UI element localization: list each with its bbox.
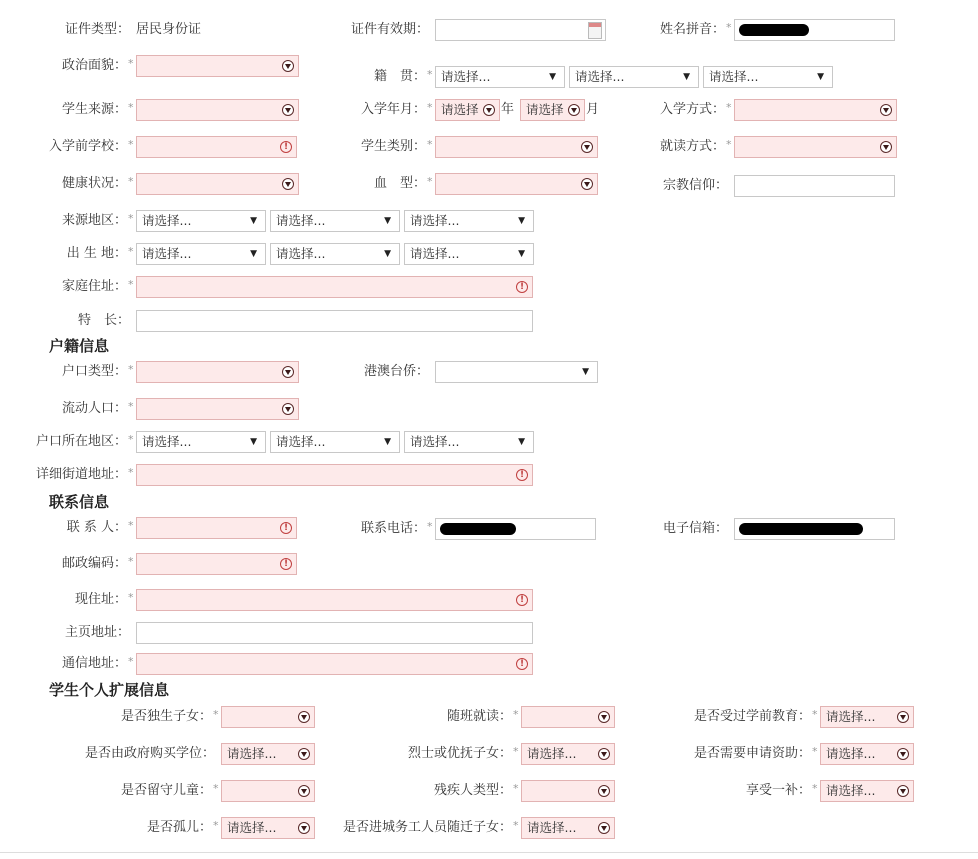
field-label-xsly: 学生来源： (61, 102, 127, 117)
value-text: 请选择 (441, 102, 479, 117)
field-label-yzbm: 邮政编码： (61, 556, 127, 571)
sfdszn-combo[interactable] (221, 706, 315, 728)
required-warning-icon: ! (280, 522, 292, 534)
dropdown-circle-icon[interactable] (282, 60, 294, 72)
value-text: 请选择... (142, 213, 192, 228)
lydq-select-3[interactable] (404, 210, 534, 232)
value-text: 请选择... (826, 783, 876, 798)
dropdown-circle-icon[interactable] (581, 141, 593, 153)
zydz-input[interactable] (136, 622, 533, 644)
dropdown-circle-icon[interactable] (298, 711, 310, 723)
required-star: * (213, 782, 219, 795)
field-label-jkzk: 健康状况： (61, 176, 127, 191)
field-label-xx: 血 型： (373, 176, 426, 191)
dropdown-circle-icon[interactable] (568, 104, 580, 116)
dropdown-circle-icon[interactable] (298, 748, 310, 760)
field-label-sfjcwgry: 是否进城务工人员随迁子女： (342, 820, 512, 835)
field-label-txdz: 通信地址： (61, 656, 127, 671)
required-star: * (726, 138, 732, 151)
value-text: 请选择... (527, 746, 577, 761)
dropdown-arrow-icon[interactable]: ▼ (384, 249, 391, 259)
section-header: 学生个人扩展信息 (49, 681, 170, 699)
dropdown-arrow-icon[interactable]: ▼ (250, 437, 257, 447)
required-star: * (128, 278, 134, 291)
hkszdq-select-1[interactable] (136, 431, 266, 453)
required-star: * (128, 591, 134, 604)
section-header: 户籍信息 (49, 337, 110, 355)
required-star: * (427, 520, 433, 533)
dropdown-circle-icon[interactable] (897, 711, 909, 723)
field-label-zydz: 主页地址： (64, 625, 130, 640)
dropdown-arrow-icon[interactable]: ▼ (518, 437, 525, 447)
jg-select-3[interactable] (703, 66, 833, 88)
xslb-combo[interactable] (435, 136, 598, 158)
dropdown-circle-icon[interactable] (598, 748, 610, 760)
required-star: * (427, 138, 433, 151)
value-text: 请选择... (410, 213, 460, 228)
field-label-zjyxq: 证件有效期： (350, 22, 429, 37)
field-label-hkszdq: 户口所在地区： (35, 434, 127, 449)
required-star: * (128, 363, 134, 376)
dropdown-circle-icon[interactable] (298, 822, 310, 834)
field-label-sfge: 是否孤儿： (146, 820, 212, 835)
dzxx-input[interactable] (734, 518, 895, 540)
field-label-xslb: 学生类别： (360, 139, 426, 154)
required-star: * (128, 101, 134, 114)
dropdown-circle-icon[interactable] (880, 104, 892, 116)
value-text: 请选择... (276, 246, 326, 261)
field-label-zzmm: 政治面貌： (61, 58, 127, 73)
ldrk-combo[interactable] (136, 398, 299, 420)
lydq-select-2[interactable] (270, 210, 400, 232)
value-text: 请选择... (527, 820, 577, 835)
field-label-sfsgxqjy: 是否受过学前教育： (693, 709, 811, 724)
required-star: * (726, 101, 732, 114)
rxny-month-combo[interactable] (520, 99, 585, 121)
dropdown-circle-icon[interactable] (598, 711, 610, 723)
field-label-xxjddz: 详细街道地址： (35, 467, 127, 482)
value-text: 请选择... (276, 213, 326, 228)
xx-combo[interactable] (435, 173, 598, 195)
field-label-sflset: 是否留守儿童： (120, 783, 212, 798)
field-label-gatq: 港澳台侨： (363, 364, 429, 379)
required-star: * (128, 466, 134, 479)
value-text: 请选择... (276, 434, 326, 449)
hkszdq-select-2[interactable] (270, 431, 400, 453)
value-text: 请选择... (227, 820, 277, 835)
xxjddz-input[interactable] (136, 464, 533, 486)
field-label-jtzz: 家庭住址： (61, 279, 127, 294)
required-star: * (213, 708, 219, 721)
field-label-xmpy: 姓名拼音： (659, 22, 725, 37)
required-star: * (513, 782, 519, 795)
jtzz-input[interactable] (136, 276, 533, 298)
required-star: * (128, 138, 134, 151)
required-star: * (213, 819, 219, 832)
field-label-rxqxx: 入学前学校： (48, 139, 127, 154)
value-text: 请选择... (227, 746, 277, 761)
field-label-cjrlx: 残疾人类型： (433, 783, 512, 798)
zjxy-input[interactable] (734, 175, 895, 197)
rxfs-combo[interactable] (734, 99, 897, 121)
dropdown-arrow-icon[interactable]: ▼ (384, 437, 391, 447)
required-star: * (812, 782, 818, 795)
required-warning-icon: ! (280, 141, 292, 153)
required-star: * (128, 555, 134, 568)
value-text: 请选择... (575, 69, 625, 84)
jg-select-2[interactable] (569, 66, 699, 88)
dropdown-circle-icon[interactable] (298, 785, 310, 797)
dropdown-circle-icon[interactable] (282, 403, 294, 415)
calendar-icon[interactable] (588, 22, 602, 39)
field-label-xsyb: 享受一补： (745, 783, 811, 798)
required-star: * (427, 101, 433, 114)
sflset-combo[interactable] (221, 780, 315, 802)
csd-select-1[interactable] (136, 243, 266, 265)
xmpy-input[interactable] (734, 19, 895, 41)
sfjcwgry-combo[interactable] (521, 817, 615, 839)
field-label-rxfs: 入学方式： (659, 102, 725, 117)
required-star: * (128, 433, 134, 446)
yzbm-input[interactable] (136, 553, 297, 575)
hklx-combo[interactable] (136, 361, 299, 383)
required-star: * (726, 21, 732, 34)
required-warning-icon: ! (516, 594, 528, 606)
field-label-jdfs: 就读方式： (659, 139, 725, 154)
redacted-value (739, 523, 863, 535)
field-label-tc: 特 长： (77, 313, 130, 328)
lydq-select-1[interactable] (136, 210, 266, 232)
xsly-combo[interactable] (136, 99, 299, 121)
dropdown-arrow-icon[interactable]: ▼ (582, 367, 589, 377)
required-star: * (128, 519, 134, 532)
required-star: * (128, 655, 134, 668)
field-label-lxr: 联 系 人： (66, 520, 127, 535)
required-star: * (427, 68, 433, 81)
field-label-rxny: 入学年月： (360, 102, 426, 117)
dropdown-circle-icon[interactable] (282, 178, 294, 190)
field-label-sbjd: 随班就读： (446, 709, 512, 724)
field-label-sfxysqzz: 是否需要申请资助： (693, 746, 811, 761)
zjyxq-date-input[interactable] (435, 19, 606, 41)
dropdown-circle-icon[interactable] (880, 141, 892, 153)
required-star: * (427, 175, 433, 188)
required-star: * (128, 400, 134, 413)
txdz-input[interactable] (136, 653, 533, 675)
field-label-zjlx: 证件类型： (64, 22, 130, 37)
sfsgxqjy-combo[interactable] (820, 706, 914, 728)
dropdown-circle-icon[interactable] (598, 822, 610, 834)
required-star: * (513, 708, 519, 721)
dropdown-arrow-icon[interactable]: ▼ (683, 72, 690, 82)
field-label-zjxy: 宗教信仰： (662, 178, 728, 193)
field-label-hklx: 户口类型： (61, 364, 127, 379)
rxny-year-combo[interactable] (435, 99, 500, 121)
field-value-zjlx: 居民身份证 (136, 22, 202, 37)
jdfs-combo[interactable] (734, 136, 897, 158)
dropdown-circle-icon[interactable] (282, 366, 294, 378)
rxqxx-input[interactable] (136, 136, 297, 158)
field-label-sfyzfgmxw: 是否由政府购买学位： (84, 746, 215, 761)
value-text: 请选择... (142, 246, 192, 261)
zzmm-combo[interactable] (136, 55, 299, 77)
required-star: * (513, 819, 519, 832)
required-warning-icon: ! (516, 281, 528, 293)
required-star: * (513, 745, 519, 758)
hkszdq-select-3[interactable] (404, 431, 534, 453)
dropdown-arrow-icon[interactable]: ▼ (250, 216, 257, 226)
field-label-jg: 籍 贯： (373, 69, 426, 84)
value-text: 请选择 (526, 102, 564, 117)
field-label-lxdh: 联系电话： (360, 521, 426, 536)
dropdown-circle-icon[interactable] (897, 785, 909, 797)
csd-select-3[interactable] (404, 243, 534, 265)
required-warning-icon: ! (516, 469, 528, 481)
value-text: 请选择... (826, 709, 876, 724)
dropdown-arrow-icon[interactable]: ▼ (250, 249, 257, 259)
month-unit: 月 (586, 102, 600, 117)
dropdown-circle-icon[interactable] (483, 104, 495, 116)
dropdown-arrow-icon[interactable]: ▼ (518, 216, 525, 226)
required-star: * (812, 745, 818, 758)
jkzk-combo[interactable] (136, 173, 299, 195)
value-text: 请选择... (709, 69, 759, 84)
value-text: 请选择... (142, 434, 192, 449)
value-text: 请选择... (441, 69, 491, 84)
field-label-ldrk: 流动人口： (61, 401, 127, 416)
sfxysqzz-combo[interactable] (820, 743, 914, 765)
value-text: 请选择... (410, 434, 460, 449)
field-label-lshyfzn: 烈士或优抚子女： (407, 746, 512, 761)
dropdown-circle-icon[interactable] (897, 748, 909, 760)
value-text: 请选择... (410, 246, 460, 261)
lshyfzn-combo[interactable] (521, 743, 615, 765)
cjrlx-combo[interactable] (521, 780, 615, 802)
dropdown-arrow-icon[interactable]: ▼ (518, 249, 525, 259)
field-label-lydq: 来源地区： (61, 213, 127, 228)
section-header: 联系信息 (49, 493, 110, 511)
sfge-combo[interactable] (221, 817, 315, 839)
required-warning-icon: ! (280, 558, 292, 570)
dropdown-arrow-icon[interactable]: ▼ (384, 216, 391, 226)
redacted-value (440, 523, 516, 535)
required-star: * (128, 212, 134, 225)
xsyb-combo[interactable] (820, 780, 914, 802)
bottom-divider (0, 852, 978, 853)
required-star: * (128, 175, 134, 188)
dropdown-circle-icon[interactable] (598, 785, 610, 797)
lxdh-input[interactable] (435, 518, 596, 540)
field-label-xzz: 现住址： (74, 592, 127, 607)
gatq-select[interactable] (435, 361, 598, 383)
required-star: * (128, 57, 134, 70)
jg-select-1[interactable] (435, 66, 565, 88)
lxr-input[interactable] (136, 517, 297, 539)
redacted-value (739, 24, 809, 36)
year-unit: 年 (501, 102, 515, 117)
xzz-input[interactable] (136, 589, 533, 611)
sfyzfgmxw-combo[interactable] (221, 743, 315, 765)
field-label-dzxx: 电子信箱： (662, 521, 728, 536)
dropdown-circle-icon[interactable] (282, 104, 294, 116)
required-star: * (128, 245, 134, 258)
tc-input[interactable] (136, 310, 533, 332)
required-warning-icon: ! (516, 658, 528, 670)
dropdown-arrow-icon[interactable]: ▼ (549, 72, 556, 82)
field-label-csd: 出 生 地： (66, 246, 127, 261)
value-text: 请选择... (826, 746, 876, 761)
dropdown-arrow-icon[interactable]: ▼ (817, 72, 824, 82)
dropdown-circle-icon[interactable] (581, 178, 593, 190)
field-label-sfdszn: 是否独生子女： (120, 709, 212, 724)
required-star: * (812, 708, 818, 721)
csd-select-2[interactable] (270, 243, 400, 265)
sbjd-combo[interactable] (521, 706, 615, 728)
